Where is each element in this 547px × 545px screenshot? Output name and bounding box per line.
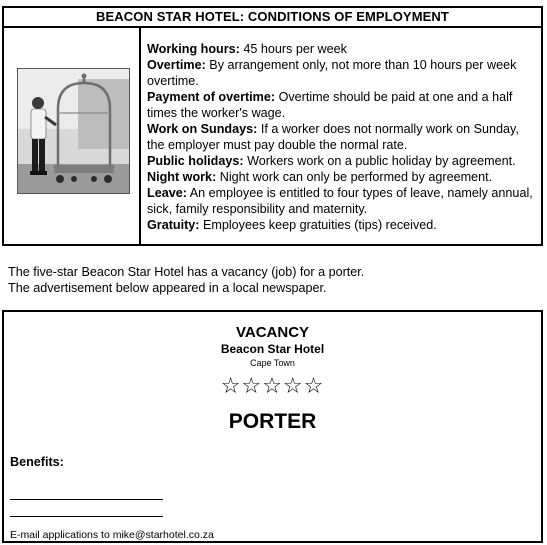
condition-text: Employees keep gratuities (tips) received. — [199, 218, 437, 232]
vacancy-advert — [2, 310, 543, 543]
conditions-table — [2, 6, 543, 246]
condition-term: Gratuity: — [147, 218, 200, 232]
condition-text: 45 hours per week — [239, 42, 347, 56]
condition-item — [147, 153, 535, 169]
porter-photo — [17, 68, 130, 194]
intro-paragraph — [8, 264, 364, 296]
condition-text: Workers work on a public holiday by agreement. — [243, 154, 516, 168]
condition-item — [147, 169, 535, 185]
condition-text: If a worker does not normally work on Sunday, the employer must pay double the normal rate. — [147, 122, 519, 152]
star-rating-icon: ☆☆☆☆☆ — [220, 374, 325, 399]
condition-term: Overtime: — [147, 58, 206, 72]
conditions-title: BEACON STAR HOTEL: CONDITIONS OF EMPLOYMENT — [4, 8, 541, 28]
hotel-city: Cape Town — [250, 358, 295, 368]
condition-item — [147, 89, 535, 121]
email-application-text: E-mail applications to mike@starhotel.co.za — [10, 529, 214, 541]
condition-term: Leave: — [147, 186, 187, 200]
conditions-row — [4, 28, 541, 244]
condition-term: Work on Sundays: — [147, 122, 258, 136]
blank-answer-line — [10, 516, 163, 517]
condition-text: By arrangement only, not more than 10 hours per week overtime. — [147, 58, 517, 88]
intro-line-1: The five-star Beacon Star Hotel has a vacancy (job) for a porter. — [8, 265, 365, 279]
condition-term: Night work: — [147, 170, 217, 184]
hotel-name: Beacon Star Hotel — [220, 342, 325, 356]
photo-cell — [4, 28, 141, 244]
condition-term: Working hours: — [147, 42, 240, 56]
blank-answer-line — [10, 499, 163, 500]
condition-item — [147, 41, 535, 57]
job-position: PORTER — [228, 410, 317, 433]
condition-term: Payment of overtime: — [147, 90, 276, 104]
condition-item — [147, 217, 535, 233]
condition-item — [147, 185, 535, 217]
condition-text: An employee is entitled to four types of leave, namely annual, sick, family responsibility and maternity. — [147, 186, 533, 216]
condition-text: Night work can only be performed by agreement. — [216, 170, 493, 184]
porter-with-trolley-image — [18, 69, 129, 193]
intro-line-2: The advertisement below appeared in a local newspaper. — [8, 281, 327, 295]
condition-item — [147, 57, 535, 89]
benefits-label: Benefits: — [10, 455, 64, 469]
condition-term: Public holidays: — [147, 154, 244, 168]
conditions-text — [141, 28, 541, 244]
vacancy-heading: VACANCY — [235, 324, 310, 341]
condition-item — [147, 121, 535, 153]
condition-text: Overtime should be paid at one and a half times the worker's wage. — [147, 90, 513, 120]
